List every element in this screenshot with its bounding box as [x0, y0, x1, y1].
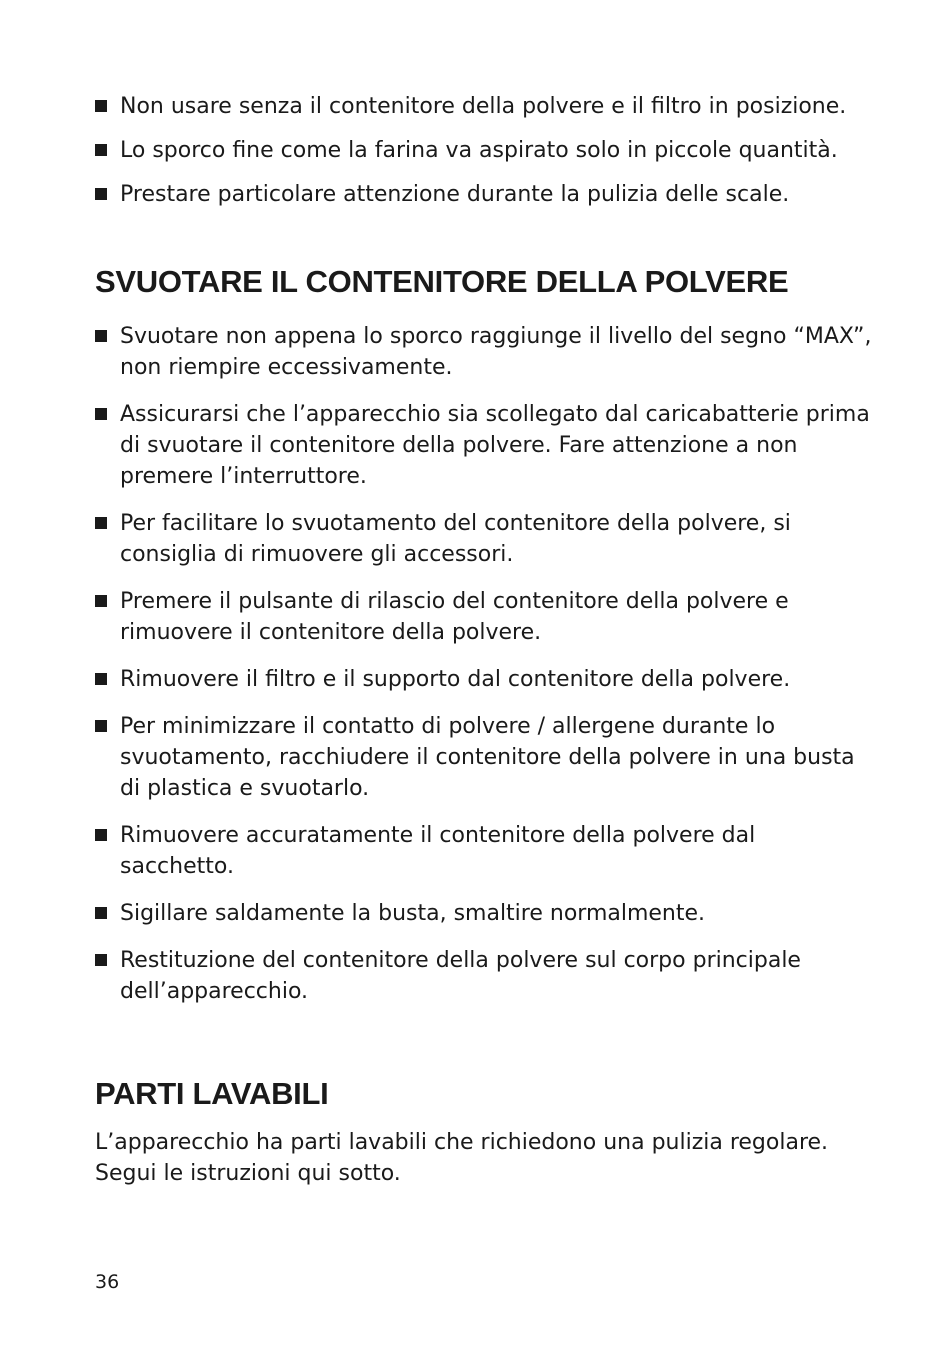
- bullet-square-icon: [95, 517, 107, 529]
- list-item: [95, 820, 875, 882]
- bullet-square-icon: [95, 954, 107, 966]
- bullet-text: Sigillare saldamente la busta, smaltire normalmente.: [120, 901, 706, 926]
- bullet-square-icon: [95, 720, 107, 732]
- bullet-text: Non usare senza il contenitore della polvere e il filtro in posizione.: [120, 94, 847, 119]
- bullet-text: Assicurarsi che l’apparecchio sia scollegato dal caricabatterie prima di svuotare il contenitore della polvere. Fare attenzione a non premere l’interruttore.: [120, 402, 870, 489]
- bullet-square-icon: [95, 100, 107, 112]
- list-item: [95, 664, 875, 695]
- bullet-text: Premere il pulsante di rilascio del contenitore della polvere e rimuovere il contenitore della polvere.: [120, 589, 789, 645]
- list-item: [95, 399, 875, 492]
- bullet-text: Rimuovere il filtro e il supporto dal contenitore della polvere.: [120, 667, 791, 692]
- list-item: [95, 179, 895, 210]
- list-item: [95, 508, 875, 570]
- bullet-square-icon: [95, 188, 107, 200]
- bullet-text: Svuotare non appena lo sporco raggiunge il livello del segno “MAX”, non riempire eccessivamente.: [120, 324, 872, 380]
- parti-lavabili-paragraph: L’apparecchio ha parti lavabili che richiedono una pulizia regolare. Segui le istruzioni qui sotto.: [95, 1130, 829, 1186]
- bullet-square-icon: [95, 595, 107, 607]
- svuotare-bullet-list: [95, 321, 875, 1007]
- bullet-text: Prestare particolare attenzione durante la pulizia delle scale.: [120, 182, 790, 207]
- bullet-square-icon: [95, 829, 107, 841]
- bullet-square-icon: [95, 408, 107, 420]
- list-item: [95, 321, 875, 383]
- bullet-square-icon: [95, 144, 107, 156]
- bullet-square-icon: [95, 673, 107, 685]
- intro-bullet-list: [95, 91, 895, 210]
- list-item: [95, 91, 895, 122]
- bullet-text: Per facilitare lo svuotamento del contenitore della polvere, si consiglia di rimuovere gli accessori.: [120, 511, 791, 567]
- bullet-square-icon: [95, 907, 107, 919]
- section-heading-parti-lavabili: PARTI LAVABILI: [95, 1076, 329, 1111]
- bullet-text: Restituzione del contenitore della polvere sul corpo principale dell’apparecchio.: [120, 948, 801, 1004]
- section-heading-svuotare: SVUOTARE IL CONTENITORE DELLA POLVERE: [95, 264, 789, 299]
- bullet-square-icon: [95, 330, 107, 342]
- list-item: [95, 711, 875, 804]
- bullet-text: Lo sporco fine come la farina va aspirato solo in piccole quantità.: [120, 138, 838, 163]
- bullet-text: Per minimizzare il contatto di polvere / allergene durante lo svuotamento, racchiudere il contenitore della polvere in una busta di plastica e svuotarlo.: [120, 714, 855, 801]
- list-item: [95, 135, 895, 166]
- page-number: 36: [95, 1271, 120, 1293]
- list-item: [95, 586, 875, 648]
- list-item: [95, 898, 875, 929]
- bullet-text: Rimuovere accuratamente il contenitore della polvere dal sacchetto.: [120, 823, 756, 879]
- list-item: [95, 945, 875, 1007]
